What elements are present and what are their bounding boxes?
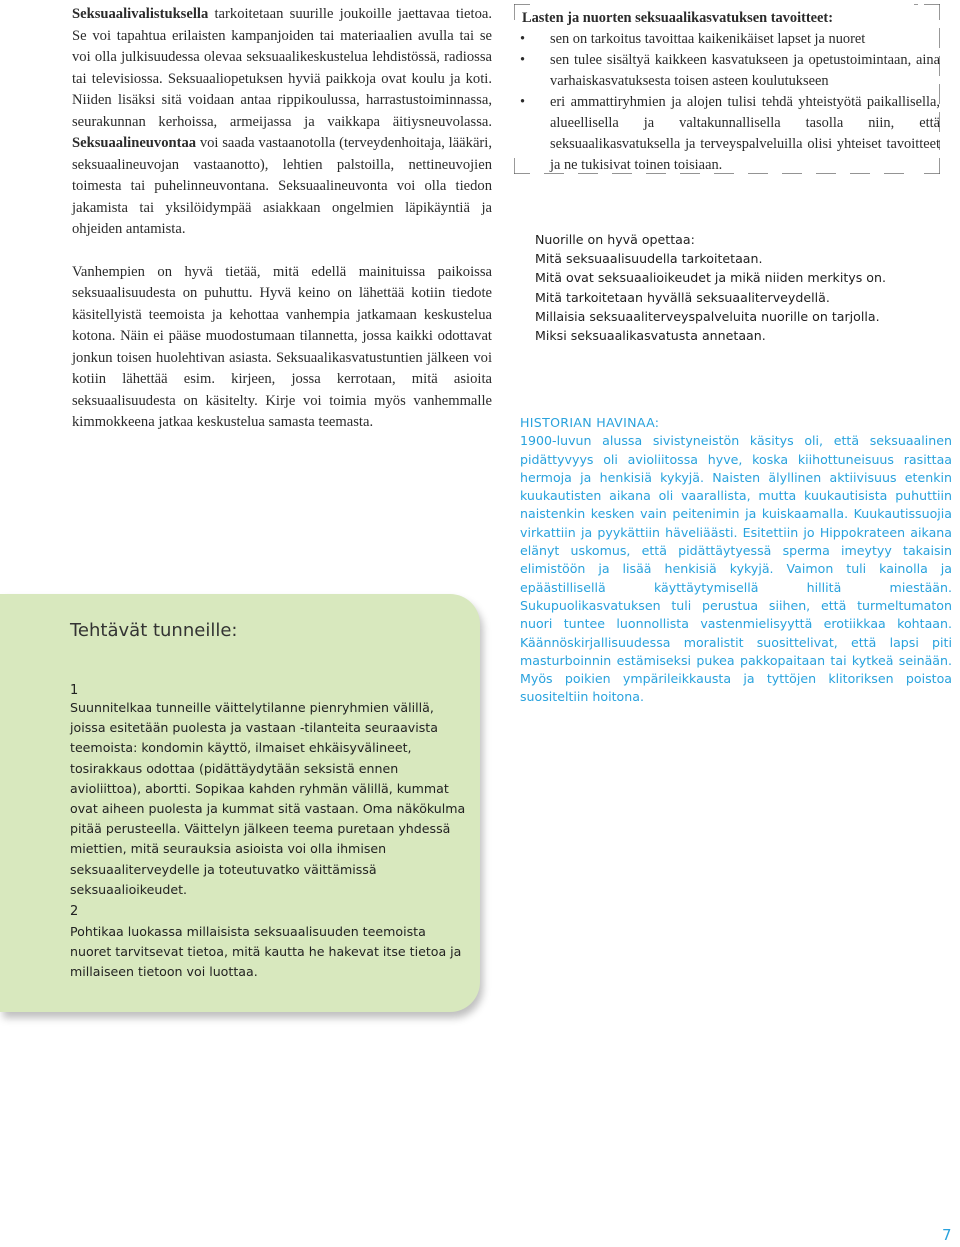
task-text: Suunnitelkaa tunneille väittelytilanne pienryhmien välillä, joissa esitetään puolesta ja vastaan -tilanteita seuraavista teemoista: kondomin käyttö, ilmaiset ehkäisyvälineet, tosirakkaus odottaa (pidättäydytään seksistä ennen avioliittoa), abortti. Sopikaa kahden ryhmän välillä, kummat ovat aiheen puolesta ja kummat sitä vastaan. Oma näkökulma pitää perusteella. Väittelyn jälkeen teema puretaan yhdessä miettien, mitä seurauksia asioista voi olla ihmisen seksuaaliterveydelle ja toteutuvatko väittämissä seksuaalioikeudet.	[70, 700, 466, 897]
term-valistus: Seksuaalivalistuksella	[72, 6, 209, 22]
teaching-topics	[535, 230, 935, 345]
history-title: HISTORIAN HAVINAA:	[520, 415, 660, 430]
page-number: 7	[942, 1226, 952, 1244]
goals-content	[522, 8, 940, 176]
task-text: Pohtikaa luokassa millaisista seksuaalisuuden teemoista nuoret tarvitsevat tietoa, mitä kautta he hakevat itse tietoa ja millaiseen tietoon voi luottaa.	[70, 924, 462, 980]
history-box	[520, 414, 952, 707]
task-number: 1	[70, 683, 79, 698]
intro-text-1: tarkoitetaan suurille joukoille jaettavaa tietoa. Se voi tapahtua erilaisten kampanjoiden tai materiaalien avulla tai se voi olla julkisuudessa olevaa seksuaalikeskustelua lehdistössä, radiossa tai televisiossa.	[72, 6, 492, 87]
term-opetus: Seksuaaliopetuksen	[167, 70, 283, 87]
intro-paragraph	[72, 4, 492, 241]
left-column	[72, 4, 492, 434]
topic-item: Mitä seksuaalisuudella tarkoitetaan.	[535, 251, 763, 267]
topic-item: Millaisia seksuaaliterveyspalveluita nuorille on tarjolla.	[535, 308, 880, 324]
topic-item: Miksi seksuaalikasvatusta annetaan.	[535, 328, 766, 344]
topic-item: Mitä tarkoitetaan hyvällä seksuaaliterveydellä.	[535, 289, 830, 305]
intro-text-3: voi saada vastaanotolla (terveydenhoitaja, lääkäri, seksuaalineuvojan vastaanotto), lehtien palstoilla, nettineuvojien toimesta tai puhelinneuvontana. Seksuaalineuvonta voi olla tiedon jakamista tai yksilöidympää asiakkaan ongelmien läpikäyntiä ja ohjeiden antamista.	[72, 135, 492, 237]
goal-item: • sen on tarkoitus tavoittaa kaikenikäiset lapset ja nuoret	[522, 29, 940, 50]
topics-heading: Nuorille on hyvä opettaa:	[535, 232, 695, 247]
goal-item: • sen tulee sisältyä kaikkeen kasvatukseen ja opetustoimintaan, aina varhaiskasvatuksesta toisen asteen koulutukseen	[522, 50, 940, 92]
goals-list	[522, 29, 940, 176]
tasks-title: Tehtävät tunneille:	[70, 620, 238, 641]
topic-item: Mitä ovat seksuaalioikeudet ja mikä niiden merkitys on.	[535, 270, 886, 286]
history-body: 1900-luvun alussa sivistyneistön käsitys oli, että seksuaalinen pidättyvyys oli avioliitossa hyve, koska kiihottuneisuus rasittaa hermoja ja henkisiä kykyjä. Naisten älyllinen aktiivisuus etenkin kuukautisten aikana oli vaarallista, mutta kuukautisista puhuttiin naistenkin kesken vain peitenimin ja kuiskaamalla. Kuukautissuojia virkattiin ja pyykättiin häveliäästi. Esitettiin jo Hippokrateen aikana elänyt uskomus, että pidättäytyessä sperma imeytyy takaisin elimistöön ja lisää henkisiä kykyjä. Vaimon tuli kainolla ja epäästillisellä käyttäytymisellä hillitä miestään. Sukupuolikasvatuksen tuli perustua siihen, että turmeltumaton nuori tuntee luonnollista vastenmielisyyttä erotiikkaa kohtaan. Käännöskirjallisuudessa moralistit suosittelivat, että lapsi piti masturboinnin estämiseksi pukea pakkopaitaan tai kytkeä seinään. Myös poikien ympärileikkausta ja tyttöjen klitoriksen poistoa suositeltiin hoitona.	[520, 433, 952, 705]
parents-paragraph: Vanhempien on hyvä tietää, mitä edellä mainituissa paikoissa seksuaalisuudesta on puhuttu. Hyvä keino on lähettää kotiin tiedote käsitellyistä teemoista ja kehottaa vanhempia jatkamaan keskustelua kotona. Näin ei pääse muodostumaan tilannetta, jossa kaikki odottavat jonkun toisen huolehtivan asiasta. Seksuaalikasvatustuntien jälkeen voi kotiin lähettää esim. kirjeen, jossa kerrotaan, mitä asioita seksuaalisuudesta on käsitelty. Kirje voi toimia myös vanhemmalle kimmokkeena jatkaa keskustelua samasta teemasta.	[72, 263, 492, 430]
goal-item: • eri ammattiryhmien ja alojen tulisi tehdä yhteistyötä paikallisella, alueellisella ja valtakunnallisella tasolla niin, että seksuaalikasvatuksella ja terveyspalveluilla olisi yhteiset tavoitteet ja ne tukisivat toinen toisiaan.	[522, 92, 940, 176]
term-neuvonta: Seksuaalineuvontaa	[72, 135, 197, 151]
goals-title: Lasten ja nuorten seksuaalikasvatuksen tavoitteet:	[522, 10, 834, 26]
goals-box	[514, 4, 940, 174]
intro-text-2: hyviä paikkoja ovat koulu ja koti. Niiden lisäksi sitä voidaan antaa rippikoulussa, harrastustoiminnassa, seurakunnan kerhoissa, armeijassa ja vaikkapa äitiysneuvolassa.	[72, 70, 492, 130]
task-number: 2	[70, 904, 79, 919]
